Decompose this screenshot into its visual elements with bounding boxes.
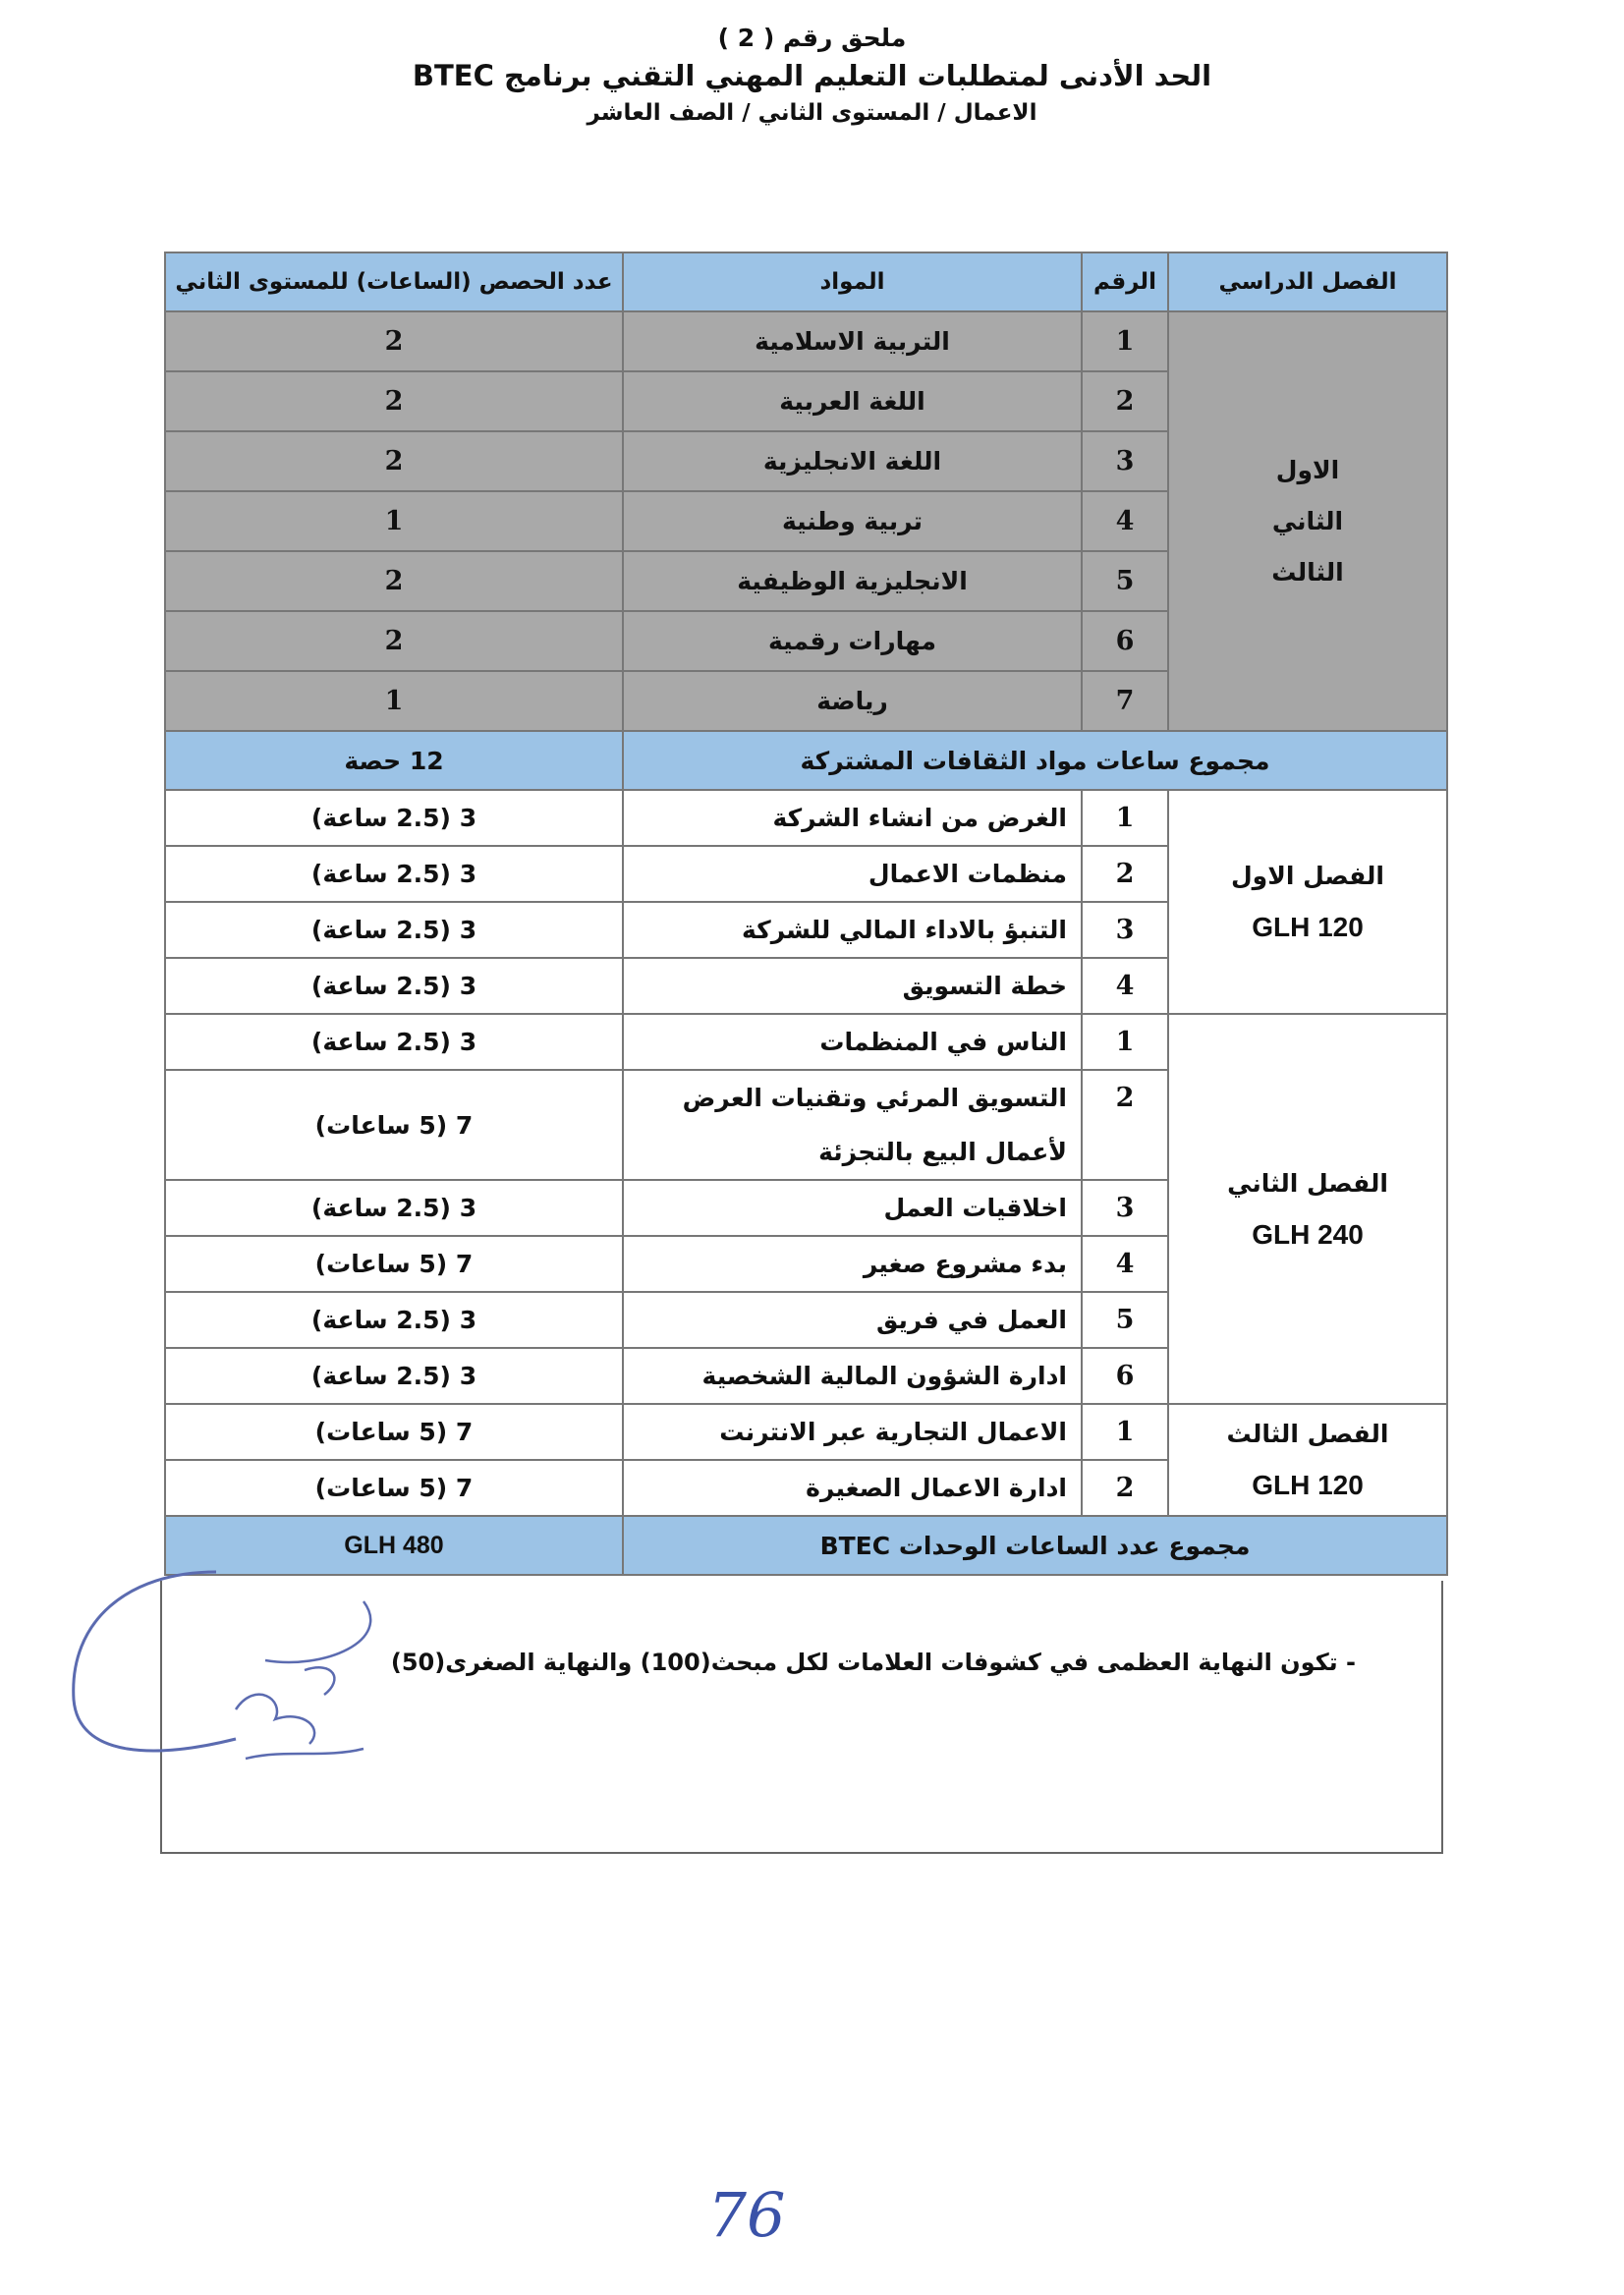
header-hours: عدد الحصص (الساعات) للمستوى الثاني [165, 252, 623, 311]
subject-name: العمل في فريق [623, 1292, 1082, 1348]
hours-value: 7 (5 ساعات) [165, 1404, 623, 1460]
hours-value: 3 (2.5 ساعة) [165, 1014, 623, 1070]
subject-name: ادارة الاعمال الصغيرة [623, 1460, 1082, 1516]
row-number: 1 [1082, 311, 1168, 371]
hours-value: 7 (5 ساعات) [165, 1070, 623, 1180]
row-number: 3 [1082, 1180, 1168, 1236]
btec-total-value: 480 GLH [165, 1516, 623, 1575]
row-number: 3 [1082, 431, 1168, 491]
semester-3-name: الفصل الثالث [1226, 1420, 1389, 1448]
subject-name: الناس في المنظمات [623, 1014, 1082, 1070]
subject-name: التنبؤ بالاداء المالي للشركة [623, 902, 1082, 958]
common-total-value: 12 حصة [165, 731, 623, 790]
subject-name: الاعمال التجارية عبر الانترنت [623, 1404, 1082, 1460]
header-number: الرقم [1082, 252, 1168, 311]
hours-value: 2 [165, 371, 623, 431]
subject-name: رياضة [623, 671, 1082, 731]
semester-label: الاول [1275, 455, 1340, 484]
subject-name: مهارات رقمية [623, 611, 1082, 671]
subject-name: التربية الاسلامية [623, 311, 1082, 371]
subject-name: التسويق المرئي وتقنيات العرض لأعمال البيع بالتجزئة [623, 1070, 1082, 1180]
hours-value: 2 [165, 431, 623, 491]
hours-value: 2 [165, 311, 623, 371]
row-number: 2 [1082, 371, 1168, 431]
semester-2-name: الفصل الثاني [1227, 1168, 1388, 1198]
document-header [0, 22, 1624, 130]
hours-value: 3 (2.5 ساعة) [165, 1180, 623, 1236]
hours-value: 3 (2.5 ساعة) [165, 790, 623, 846]
semester-1-glh: 120 GLH [1252, 912, 1364, 942]
hours-value: 1 [165, 671, 623, 731]
subject-name: الغرض من انشاء الشركة [623, 790, 1082, 846]
table-row [165, 1404, 1447, 1460]
subject-name: الانجليزية الوظيفية [623, 551, 1082, 611]
row-number: 6 [1082, 611, 1168, 671]
subject-name: بدء مشروع صغير [623, 1236, 1082, 1292]
hours-value: 7 (5 ساعات) [165, 1460, 623, 1516]
semester-1-name: الفصل الاول [1230, 862, 1385, 890]
hours-value: 1 [165, 491, 623, 551]
hours-value: 7 (5 ساعات) [165, 1236, 623, 1292]
hours-value: 3 (2.5 ساعة) [165, 846, 623, 902]
row-number: 2 [1082, 1460, 1168, 1516]
hours-value: 3 (2.5 ساعة) [165, 902, 623, 958]
subject-name: اخلاقيات العمل [623, 1180, 1082, 1236]
row-number: 4 [1082, 1236, 1168, 1292]
grading-note: - تكون النهاية العظمى في كشوفات العلامات لكل مبحث(100) والنهاية الصغرى(50) [390, 1649, 1356, 1676]
table-row [165, 311, 1447, 371]
row-number: 3 [1082, 902, 1168, 958]
document-title: الحد الأدنى لمتطلبات التعليم المهني التقني برنامج BTEC [412, 59, 1212, 92]
semester-2-glh: 240 GLH [1252, 1218, 1364, 1250]
semester-3-cell [1168, 1404, 1447, 1516]
semester-3-glh: 120 GLH [1252, 1470, 1364, 1500]
row-number: 4 [1082, 491, 1168, 551]
hours-value: 3 (2.5 ساعة) [165, 1292, 623, 1348]
subject-name: تربية وطنية [623, 491, 1082, 551]
common-semesters-cell [1168, 311, 1447, 731]
subject-name: منظمات الاعمال [623, 846, 1082, 902]
row-number: 1 [1082, 1404, 1168, 1460]
row-number: 7 [1082, 671, 1168, 731]
table-row [165, 790, 1447, 846]
row-number: 6 [1082, 1348, 1168, 1404]
hours-value: 2 [165, 551, 623, 611]
semester-label: الثالث [1271, 557, 1344, 587]
hours-value: 2 [165, 611, 623, 671]
subject-name: اللغة العربية [623, 371, 1082, 431]
signature-mark [69, 1562, 422, 1808]
subject-name: خطة التسويق [623, 958, 1082, 1014]
common-total-row [165, 731, 1447, 790]
annex-label: ملحق رقم ( 2 ) [717, 24, 907, 52]
document-subtitle: الاعمال / المستوى الثاني / الصف العاشر [587, 100, 1037, 126]
btec-total-label: مجموع عدد الساعات الوحدات BTEC [623, 1516, 1447, 1575]
subject-name: ادارة الشؤون المالية الشخصية [623, 1348, 1082, 1404]
subject-name: اللغة الانجليزية [623, 431, 1082, 491]
row-number: 1 [1082, 1014, 1168, 1070]
semester-1-cell [1168, 790, 1447, 1014]
hours-value: 3 (2.5 ساعة) [165, 958, 623, 1014]
semester-2-cell [1168, 1014, 1447, 1404]
row-number: 2 [1082, 846, 1168, 902]
table-header-row [165, 252, 1447, 311]
row-number: 4 [1082, 958, 1168, 1014]
hours-value: 3 (2.5 ساعة) [165, 1348, 623, 1404]
row-number: 5 [1082, 1292, 1168, 1348]
table-row [165, 1014, 1447, 1070]
header-semester: الفصل الدراسي [1168, 252, 1447, 311]
semester-label: الثاني [1271, 506, 1344, 535]
requirements-table [164, 252, 1448, 1576]
row-number: 1 [1082, 790, 1168, 846]
common-total-label: مجموع ساعات مواد الثقافات المشتركة [623, 731, 1447, 790]
header-subjects: المواد [623, 252, 1082, 311]
row-number: 2 [1082, 1070, 1168, 1180]
page-number: 76 [707, 2179, 786, 2251]
row-number: 5 [1082, 551, 1168, 611]
